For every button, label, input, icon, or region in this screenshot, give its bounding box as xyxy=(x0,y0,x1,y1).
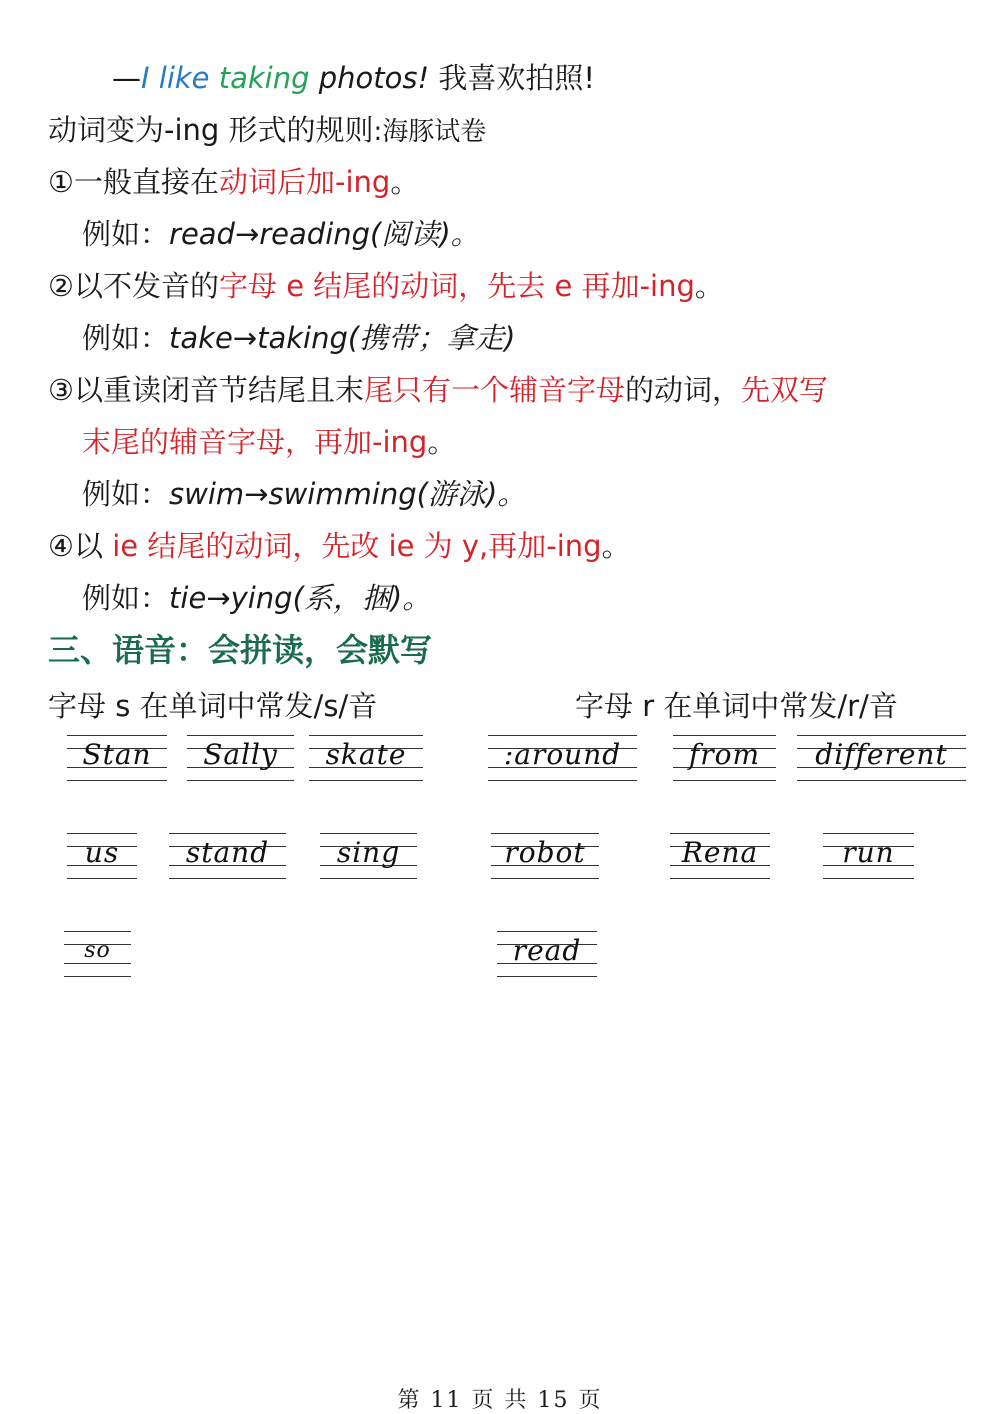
rule-1 xyxy=(48,162,419,202)
rule-4 xyxy=(48,526,631,566)
rule-2 xyxy=(48,266,724,306)
word-box-r xyxy=(823,833,914,879)
rule-text: 以重读闭音节结尾且末 xyxy=(74,373,365,407)
handwritten-word: sing xyxy=(336,836,401,869)
word-box-r xyxy=(491,833,599,879)
rule-2-example xyxy=(82,318,516,358)
example-label: 例如： xyxy=(82,217,170,251)
rule-number: ④ xyxy=(48,529,74,563)
rule-number: ② xyxy=(48,269,74,303)
rule-end: 。 xyxy=(427,425,457,459)
sentence-word-i-like: I like xyxy=(141,61,210,95)
rule-text-2: 的动词， xyxy=(625,373,742,407)
example-text: take→taking(携带；拿走) xyxy=(169,321,516,355)
word-box-r xyxy=(797,735,966,781)
letter-s-label: 字母 s 在单词中常发/s/音 xyxy=(48,689,378,723)
word-box-s xyxy=(187,735,294,781)
rule-highlight: 字母 e 结尾的动词，先去 e 再加-ing xyxy=(219,269,695,303)
rule-3-example xyxy=(82,474,526,514)
handwritten-word: robot xyxy=(504,836,586,869)
section-3-heading: 三、语音：会拼读，会默写 xyxy=(48,631,433,669)
handwritten-word: Sally xyxy=(203,738,278,771)
sentence-word-taking: taking xyxy=(218,61,310,95)
sentence-word-photos: photos! xyxy=(318,61,430,95)
page-footer: 第 11 页 共 15 页 xyxy=(397,1388,603,1413)
handwritten-word: us xyxy=(84,836,120,869)
word-box-r xyxy=(670,833,770,879)
rule-highlight-2: 先双写 xyxy=(741,373,829,407)
rule-3-cont xyxy=(82,422,456,462)
handwritten-word: Rena xyxy=(681,836,759,869)
rules-title xyxy=(48,110,486,152)
rule-end: 。 xyxy=(390,165,420,199)
handwritten-word: different xyxy=(815,738,948,771)
handwritten-word: read xyxy=(512,934,582,967)
rule-text: 以 xyxy=(74,529,113,563)
word-box-s xyxy=(169,833,286,879)
word-box-s xyxy=(67,833,137,879)
rule-end: 。 xyxy=(601,529,631,563)
rule-highlight-3: 末尾的辅音字母，再加-ing xyxy=(82,425,428,459)
handwritten-word: run xyxy=(842,836,895,869)
word-box-r xyxy=(497,931,597,977)
example-text: swim→swimming(游泳)。 xyxy=(169,477,527,511)
handwritten-word: from xyxy=(688,738,761,771)
example-text: read→reading(阅读)。 xyxy=(169,217,480,251)
rule-number: ① xyxy=(48,165,74,199)
handwritten-word: skate xyxy=(325,738,407,771)
word-box-s xyxy=(67,735,167,781)
rules-source: :海豚试卷 xyxy=(373,117,487,147)
handwritten-word: :around xyxy=(503,738,622,771)
example-label: 例如： xyxy=(82,581,170,615)
handwritten-word: so xyxy=(84,938,111,963)
sentence-translation: 我喜欢拍照! xyxy=(438,61,595,95)
letter-r-label: 字母 r 在单词中常发/r/音 xyxy=(575,689,898,723)
example-text: tie→ying(系，捆)。 xyxy=(169,581,432,615)
handwritten-word: Stan xyxy=(82,738,152,771)
rule-highlight: 尾只有一个辅音字母 xyxy=(364,373,626,407)
rule-number: ③ xyxy=(48,373,74,407)
example-sentence xyxy=(112,58,595,98)
rule-text: 一般直接在 xyxy=(74,165,220,199)
example-label: 例如： xyxy=(82,477,170,511)
word-box-s xyxy=(309,735,423,781)
word-box-r xyxy=(673,735,776,781)
rule-1-example xyxy=(82,214,480,254)
word-box-s xyxy=(320,833,417,879)
word-box-r xyxy=(488,735,637,781)
dash: — xyxy=(112,61,141,95)
rule-highlight: ie 结尾的动词，先改 ie 为 y,再加-ing xyxy=(112,529,602,563)
rule-text: 以不发音的 xyxy=(74,269,220,303)
rule-end: 。 xyxy=(694,269,724,303)
example-label: 例如： xyxy=(82,321,170,355)
rule-3 xyxy=(48,370,828,410)
handwritten-word: stand xyxy=(185,836,270,869)
rule-4-example xyxy=(82,578,431,618)
word-box-s xyxy=(64,931,131,977)
rules-title-text: 动词变为-ing 形式的规则 xyxy=(48,113,374,147)
rule-highlight: 动词后加-ing xyxy=(219,165,391,199)
